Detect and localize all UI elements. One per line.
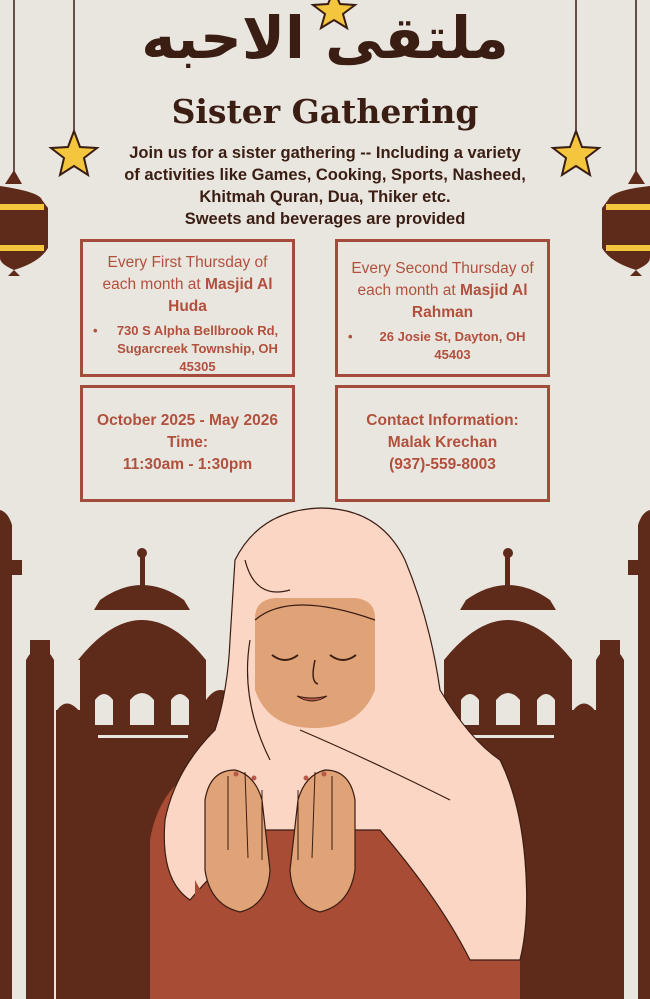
schedule-when: Every Second Thursday of each month at [351, 260, 534, 299]
date-time-box [80, 385, 295, 502]
contact-label: Contact Information: [366, 412, 519, 429]
schedule-when: Every First Thursday of each month at [102, 254, 268, 293]
star-icon [51, 131, 97, 175]
bullet-icon: • [93, 323, 98, 338]
schedule-box-first-thursday [80, 239, 295, 377]
lantern-icon [602, 170, 650, 276]
time-label: Time: [166, 434, 209, 451]
address-item [93, 322, 286, 376]
contact-name: Malak Krechan [387, 434, 498, 451]
page-title: Sister Gathering [171, 92, 479, 131]
bullet-icon: • [348, 329, 353, 344]
address-text: 730 S Alpha Bellbrook Rd, Sugarcreek Township, OH 45305 [116, 323, 279, 374]
arabic-title: ملتقى الاحبه [141, 4, 509, 72]
schedule-box-second-thursday [335, 239, 550, 377]
intro-line: Khitmah Quran, Dua, Thiker etc. [199, 188, 451, 206]
address-item [348, 328, 541, 364]
venue-name: Masjid Al Rahman [411, 282, 528, 321]
schedule-text [83, 252, 292, 318]
venue-name: Masjid Al Huda [168, 276, 273, 315]
time-value: 11:30am - 1:30pm [122, 456, 253, 473]
contact-phone: (937)-559-8003 [389, 456, 496, 473]
contact-box [335, 385, 550, 502]
intro-line: of activities like Games, Cooking, Sports, Nasheed, [124, 166, 526, 184]
date-range: October 2025 - May 2026 [97, 412, 278, 429]
praying-woman-illustration [150, 508, 527, 999]
lantern-icon [0, 170, 48, 276]
intro-line: Sweets and beverages are provided [184, 210, 466, 228]
intro-line: Join us for a sister gathering -- Including a variety [129, 144, 521, 162]
star-icon [553, 131, 599, 175]
intro-text [95, 142, 555, 230]
address-text: 26 Josie St, Dayton, OH 45403 [379, 329, 526, 362]
schedule-text [338, 258, 547, 324]
